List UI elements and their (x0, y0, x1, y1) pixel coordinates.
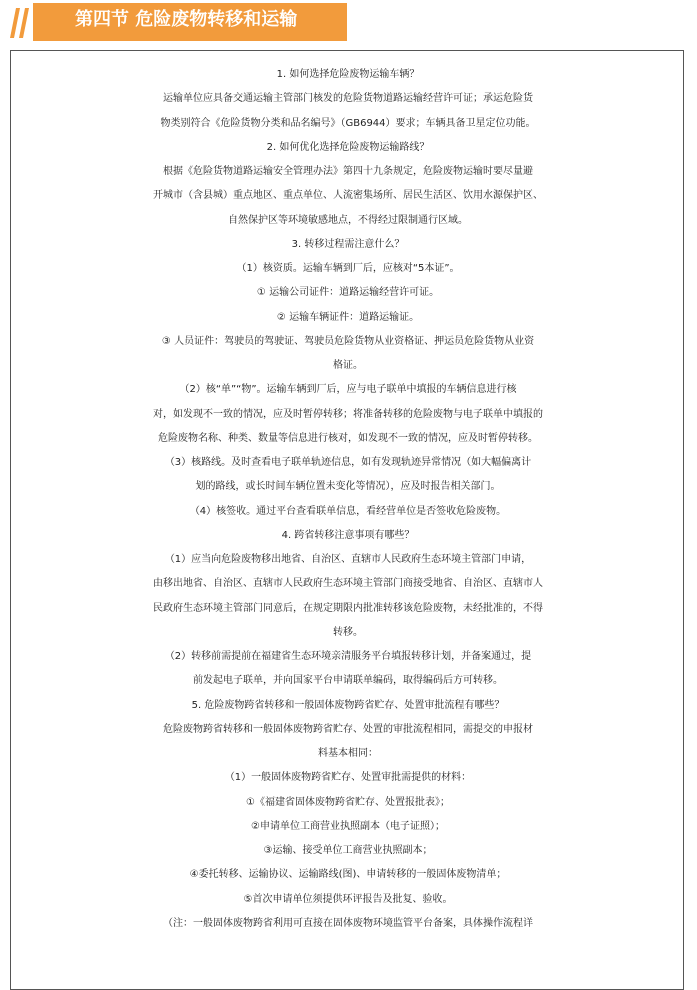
content-line: 自然保护区等环境敏感地点，不得经过限制通行区域。 (228, 214, 468, 226)
content-line: 物类别符合《危险货物分类和品名编号》（GB6944）要求；车辆具备卫星定位功能。 (160, 117, 536, 129)
content-line: 3. 转移过程需注意什么？ (291, 238, 405, 250)
content-line: （4）核签收。通过平台查看联单信息，看经营单位是否签收危险废物。 (189, 505, 507, 517)
content-line: （1）一般固体废物跨省贮存、处置审批需提供的材料： (224, 772, 472, 784)
content-line: ⑤首次申请单位须提供环评报告及批复、验收。 (243, 893, 453, 905)
content-line: 5. 危险废物跨省转移和一般固体废物跨省贮存、处置审批流程有哪些？ (191, 699, 505, 711)
section-header (0, 0, 697, 50)
double-slash-icon (8, 6, 32, 40)
content-line: 1. 如何选择危险废物运输车辆？ (276, 69, 420, 80)
content-line: 民政府生态环境主管部门同意后，在规定期限内批准转移该危险废物，未经批准的，不得 (153, 602, 543, 614)
content-line: 危险废物跨省转移和一般固体废物跨省贮存、处置的审批流程相同，需提交的申报材 (163, 723, 533, 735)
content-line: 由移出地省、自治区、直辖市人民政府生态环境主管部门商接受地省、自治区、直辖市人 (153, 578, 543, 590)
content-line: （3）核路线。及时查看电子联单轨迹信息，如有发现轨迹异常情况（如大幅偏离计 (164, 457, 532, 468)
content-line: ③ 人员证件：驾驶员的驾驶证、驾驶员危险货物从业资格证、押运员危险货物从业资 (161, 335, 535, 347)
content-line: ③运输、接受单位工商营业执照副本； (263, 845, 433, 856)
content-line: 前发起电子联单，并向国家平台申请联单编码，取得编码后方可转移。 (193, 675, 503, 687)
content-line: （注：一般固体废物跨省利用可直接在固体废物环境监管平台备案，具体操作流程详 (163, 917, 533, 929)
content-line: 根据《危险货物道路运输安全管理办法》第四十九条规定，危险废物运输时要尽量避 (163, 166, 533, 177)
content-line: 4. 跨省转移注意事项有哪些？ (281, 529, 415, 541)
content-line: 运输单位应具备交通运输主管部门核发的危险货物道路运输经营许可证；承运危险货 (163, 93, 533, 105)
content-line: ① 运输公司证件：道路运输经营许可证。 (256, 287, 440, 299)
content-line: 格证。 (333, 360, 363, 371)
content-line: （1）应当向危险废物移出地省、自治区、直辖市人民政府生态环境主管部门申请， (164, 554, 532, 565)
content-box (10, 50, 684, 990)
content-line: ② 运输车辆证件：道路运输证。 (276, 311, 420, 323)
content-line: 对，如发现不一致的情况，应及时暂停转移；将准备转移的危险废物与电子联单中填报的 (153, 408, 543, 420)
content-line: 开城市（含县城）重点地区、重点单位、人流密集场所、居民生活区、饮用水源保护区、 (153, 190, 543, 202)
content-line: （2）核“单”“物”。运输车辆到厂后，应与电子联单中填报的车辆信息进行核 (179, 384, 517, 396)
content-line: 料基本相同： (318, 748, 378, 759)
content-lines (11, 63, 684, 936)
content-line: （2）转移前需提前在福建省生态环境亲清服务平台填报转移计划，并备案通过，提 (164, 651, 532, 662)
content-line: （1）核资质。运输车辆到厂后，应核对“5本证”。 (236, 263, 460, 274)
content-line: ①《福建省固体废物跨省贮存、处置报批表》； (246, 796, 450, 808)
content-line: 2. 如何优化选择危险废物运输路线？ (266, 141, 430, 153)
content-line: 危险废物名称、种类、数量等信息进行核对，如发现不一致的情况，应及时暂停转移。 (158, 432, 538, 444)
section-title: 第四节 危险废物转移和运输 (75, 9, 298, 30)
content-line: ②申请单位工商营业执照副本（电子证照）； (251, 820, 445, 832)
content-line: 划的路线，或长时间车辆位置未变化等情况），应及时报告相关部门。 (195, 481, 501, 493)
content-line: ④委托转移、运输协议、运输路线(图)、申请转移的一般固体废物清单； (189, 869, 507, 881)
content-line: 转移。 (333, 626, 363, 638)
